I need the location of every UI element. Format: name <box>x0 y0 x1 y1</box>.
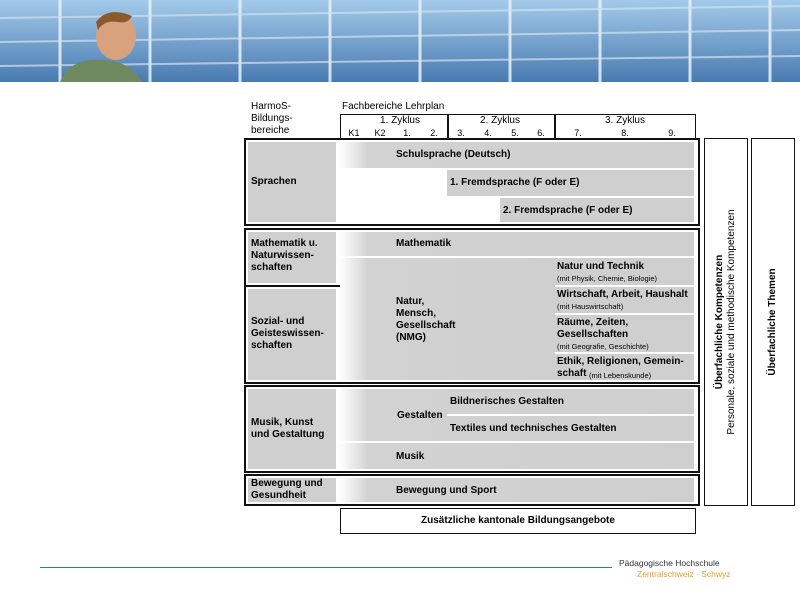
cycle-label-1: 1. Zyklus <box>379 115 420 126</box>
grade-label: 6. <box>537 128 545 138</box>
grade-label: 7. <box>574 128 582 138</box>
subject-gestalten: Gestalten <box>397 410 443 421</box>
subject-erg: Ethik, Religionen, Gemein- schaft <box>557 356 684 379</box>
column-title-fachbereiche: Fachbereiche Lehrplan <box>342 101 445 112</box>
subject-zusatz: Zusätzliche kantonale Bildungsangebote <box>421 515 615 526</box>
subject-fremdsprache-2: 2. Fremdsprache (F oder E) <box>503 205 633 216</box>
subject-bar-mathematik <box>340 232 694 256</box>
subject-bildnerisches-gestalten: Bildnerisches Gestalten <box>450 396 564 407</box>
column-title-bildungsbereiche: HarmoS- Bildungs- bereiche <box>251 101 293 136</box>
subject-sport: Bewegung und Sport <box>396 485 497 496</box>
glass-facade-image <box>0 0 800 82</box>
subject-bar-schulsprache <box>340 142 694 168</box>
grade-label: 1. <box>403 128 411 138</box>
grade-label: 9. <box>668 128 676 138</box>
grade-label: 2. <box>430 128 438 138</box>
area-label-sozial: Sozial- und Geisteswissen- schaften <box>251 316 324 351</box>
subject-wah: Wirtschaft, Arbeit, Haushalt <box>557 289 688 300</box>
grade-label: K2 <box>374 128 386 138</box>
grade-label: 3. <box>457 128 465 138</box>
cycle-label-2: 2. Zyklus <box>479 115 520 126</box>
header-photo <box>0 0 800 82</box>
subject-wah-sub: (mit Hauswirtschaft) <box>557 302 624 311</box>
subject-bar-musik <box>340 443 694 469</box>
subject-mathematik: Mathematik <box>396 238 452 249</box>
footer-rule <box>40 567 612 568</box>
side-themen: Überfachliche Themen <box>767 268 778 376</box>
footer-institution-line2: Zentralschweiz · Schwyz <box>637 569 731 579</box>
subject-schulsprache: Schulsprache (Deutsch) <box>396 149 511 160</box>
grade-label: 5. <box>511 128 519 138</box>
footer-institution-line1: Pädagogische Hochschule <box>619 558 720 568</box>
side-kompetenzen-sub: Personale, soziale und methodische Kompetenzen <box>726 209 737 435</box>
subject-divider <box>447 414 694 416</box>
subject-rzg-sub: (mit Geografie, Geschichte) <box>557 342 649 351</box>
subject-textiles-gestalten: Textiles und technisches Gestalten <box>450 423 617 434</box>
subject-nmg: Natur, Mensch, Gesellschaft (NMG) <box>396 296 456 343</box>
area-divider <box>244 285 340 287</box>
subject-musik: Musik <box>396 451 425 462</box>
side-kompetenzen <box>714 142 738 502</box>
subject-natur-technik: Natur und Technik <box>557 261 645 272</box>
area-label-bewegung: Bewegung und Gesundheit <box>251 478 323 501</box>
grade-label: 4. <box>484 128 492 138</box>
subject-rzg: Räume, Zeiten, Gesellschaften <box>557 317 629 340</box>
subject-fremdsprache-1: 1. Fremdsprache (F oder E) <box>450 177 580 188</box>
area-label-sprachen: Sprachen <box>251 176 297 187</box>
subject-bar-sport <box>340 478 694 502</box>
grade-label: 8. <box>621 128 629 138</box>
area-label-musik-kunst: Musik, Kunst und Gestaltung <box>251 417 325 440</box>
area-label-mint: Mathematik u. Naturwissen- schaften <box>251 238 318 273</box>
grade-label: K1 <box>348 128 360 138</box>
cycle-label-3: 3. Zyklus <box>604 115 645 126</box>
subject-natur-technik-sub: (mit Physik, Chemie, Biologie) <box>557 274 658 283</box>
subject-erg-sub: (mit Lebenskunde) <box>589 371 652 380</box>
side-kompetenzen-title: Überfachliche Kompetenzen <box>714 254 725 390</box>
cycle-divider-2 <box>554 114 556 140</box>
